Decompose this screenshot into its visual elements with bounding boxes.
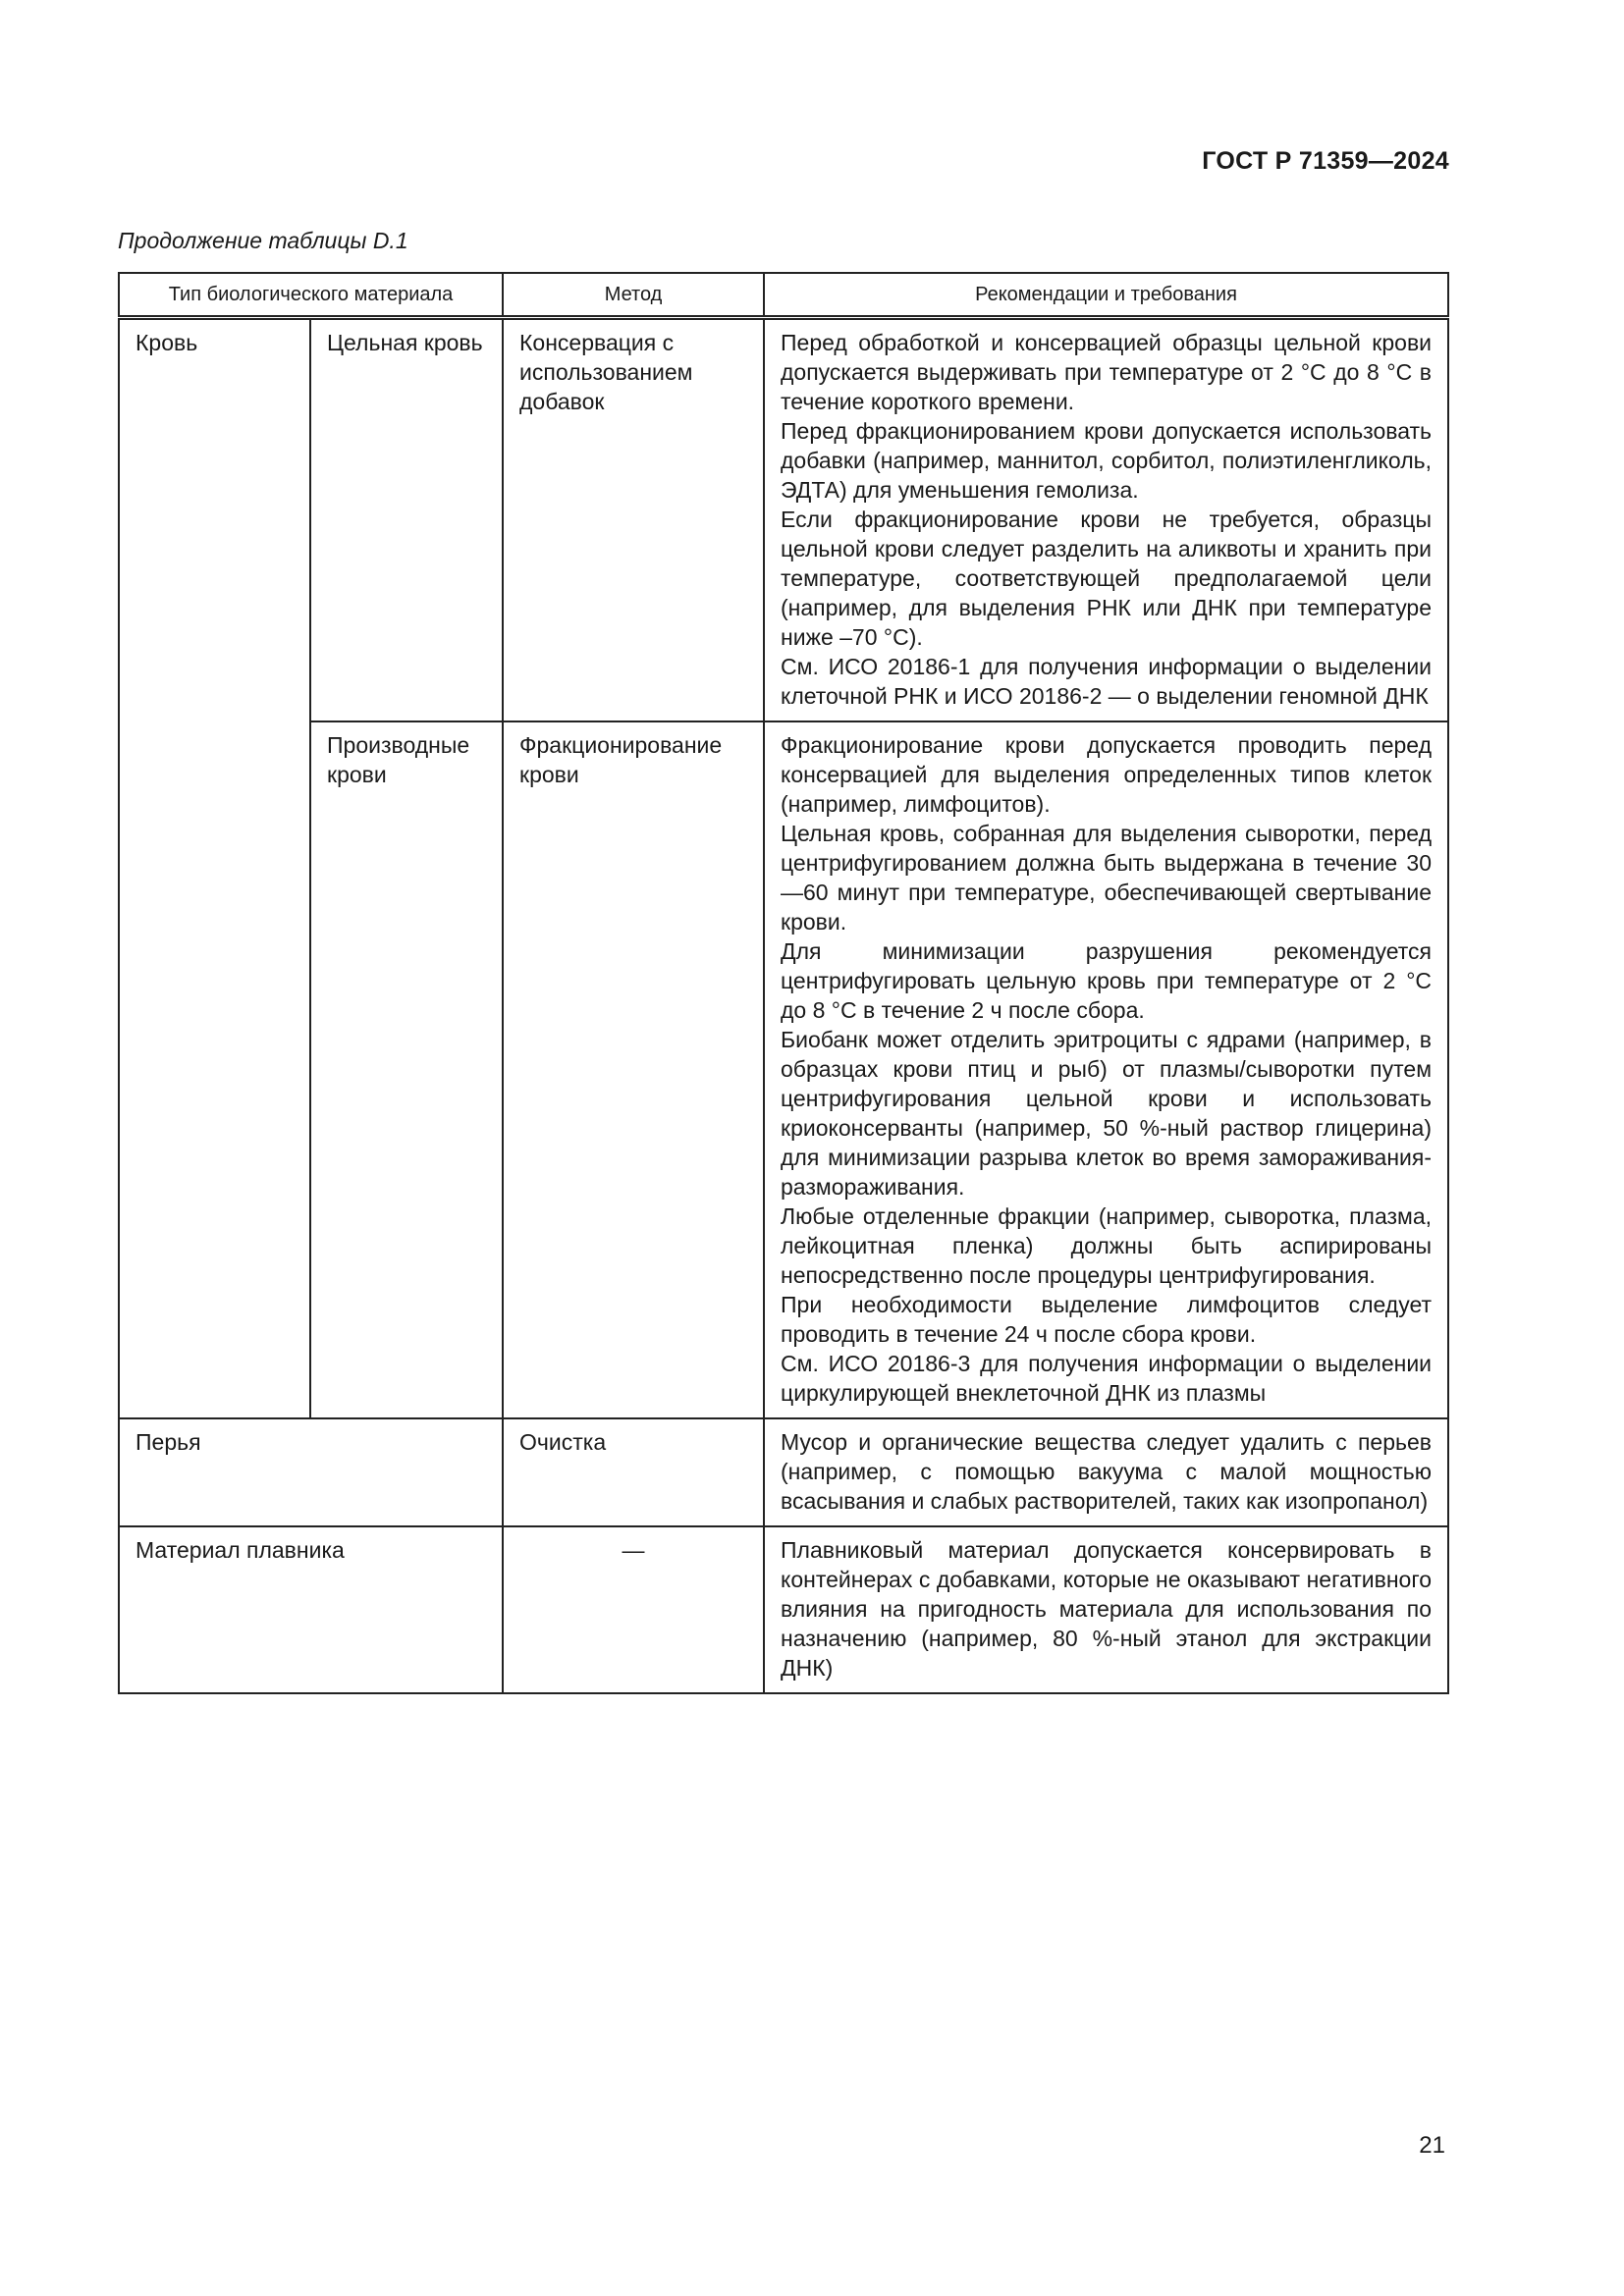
requirement-paragraph: Любые отделенные фракции (например, сыворотка, плазма, лейкоцитная пленка) должны быть аспирированы непосредственно после процедуры центрифугирования.: [781, 1203, 1433, 1288]
material-type-cell: Кровь: [119, 318, 310, 1419]
method-cell: Фракционирование крови: [503, 721, 764, 1418]
requirements-cell: [764, 1526, 1448, 1693]
requirements-cell: [764, 1418, 1448, 1526]
table-row: [119, 1526, 1448, 1693]
table-header-row: [119, 273, 1448, 318]
material-subtype-cell: Производные крови: [310, 721, 503, 1418]
requirement-paragraph: Биобанк может отделить эритроциты с ядрами (например, в образцах крови птиц и рыб) от плазмы/сыворотки путем центрифугирования цельной крови и использовать криоконсерванты (например, 50 %-ный раствор глицерина) для минимизации разрыва клеток во время замораживания-размораживания.: [781, 1027, 1433, 1200]
page-number: 21: [1419, 2132, 1445, 2159]
requirement-paragraph: Фракционирование крови допускается проводить перед консервацией для выделения определенных типов клеток (например, лимфоцитов).: [781, 732, 1433, 817]
column-header-requirements: Рекомендации и требования: [764, 273, 1448, 318]
column-header-material-type: Тип биологического материала: [119, 273, 503, 318]
material-type-cell: Материал плавника: [119, 1526, 503, 1693]
standard-id: ГОСТ Р 71359—2024: [1202, 147, 1449, 175]
requirement-paragraph: См. ИСО 20186-3 для получения информации о выделении циркулирующей внеклеточной ДНК из плазмы: [781, 1351, 1433, 1406]
method-cell: Консервация с использованием добавок: [503, 318, 764, 722]
requirement-paragraph: При необходимости выделение лимфоцитов следует проводить в течение 24 ч после сбора крови.: [781, 1292, 1433, 1347]
requirement-paragraph: Перед обработкой и консервацией образцы цельной крови допускается выдерживать при температуре от 2 °С до 8 °С в течение короткого времени.: [781, 330, 1433, 414]
material-type-cell: Перья: [119, 1418, 503, 1526]
requirement-paragraph: См. ИСО 20186-1 для получения информации о выделении клеточной РНК и ИСО 20186-2 — о выделении геномной ДНК: [781, 654, 1433, 709]
column-header-method: Метод: [503, 273, 764, 318]
method-cell: —: [503, 1526, 764, 1693]
requirements-table: [118, 272, 1449, 1694]
requirement-paragraph: Цельная кровь, собранная для выделения сыворотки, перед центрифугированием должна быть выдержана в течение 30—60 минут при температуре, обеспечивающей свертывание крови.: [781, 821, 1433, 934]
requirement-paragraph: Для минимизации разрушения рекомендуется центрифугировать цельную кровь при температуре от 2 °С до 8 °С в течение 2 ч после сбора.: [781, 938, 1433, 1023]
requirement-paragraph: Если фракционирование крови не требуется, образцы цельной крови следует разделить на аликвоты и хранить при температуре, соответствующей предполагаемой цели (например, для выделения РНК или ДНК при температуре ниже –70 °С).: [781, 507, 1433, 650]
requirements-cell: [764, 721, 1448, 1418]
requirement-paragraph: Плавниковый материал допускается консервировать в контейнерах с добавками, которые не оказывают негативного влияния на пригодность материала для использования по назначению (например, 80 %-ный этанол для экстракции ДНК): [781, 1537, 1433, 1681]
table-row: [119, 318, 1448, 722]
requirement-paragraph: Мусор и органические вещества следует удалить с перьев (например, с помощью вакуума с малой мощностью всасывания и слабых растворителей, таких как изопропанол): [781, 1429, 1433, 1514]
table-row: [119, 1418, 1448, 1526]
method-cell: Очистка: [503, 1418, 764, 1526]
requirement-paragraph: Перед фракционированием крови допускается использовать добавки (например, маннитол, сорбитол, полиэтиленгликоль, ЭДТА) для уменьшения гемолиза.: [781, 418, 1433, 503]
requirements-cell: [764, 318, 1448, 722]
material-subtype-cell: Цельная кровь: [310, 318, 503, 722]
table-row: [119, 721, 1448, 1418]
table-caption: Продолжение таблицы D.1: [118, 228, 408, 253]
